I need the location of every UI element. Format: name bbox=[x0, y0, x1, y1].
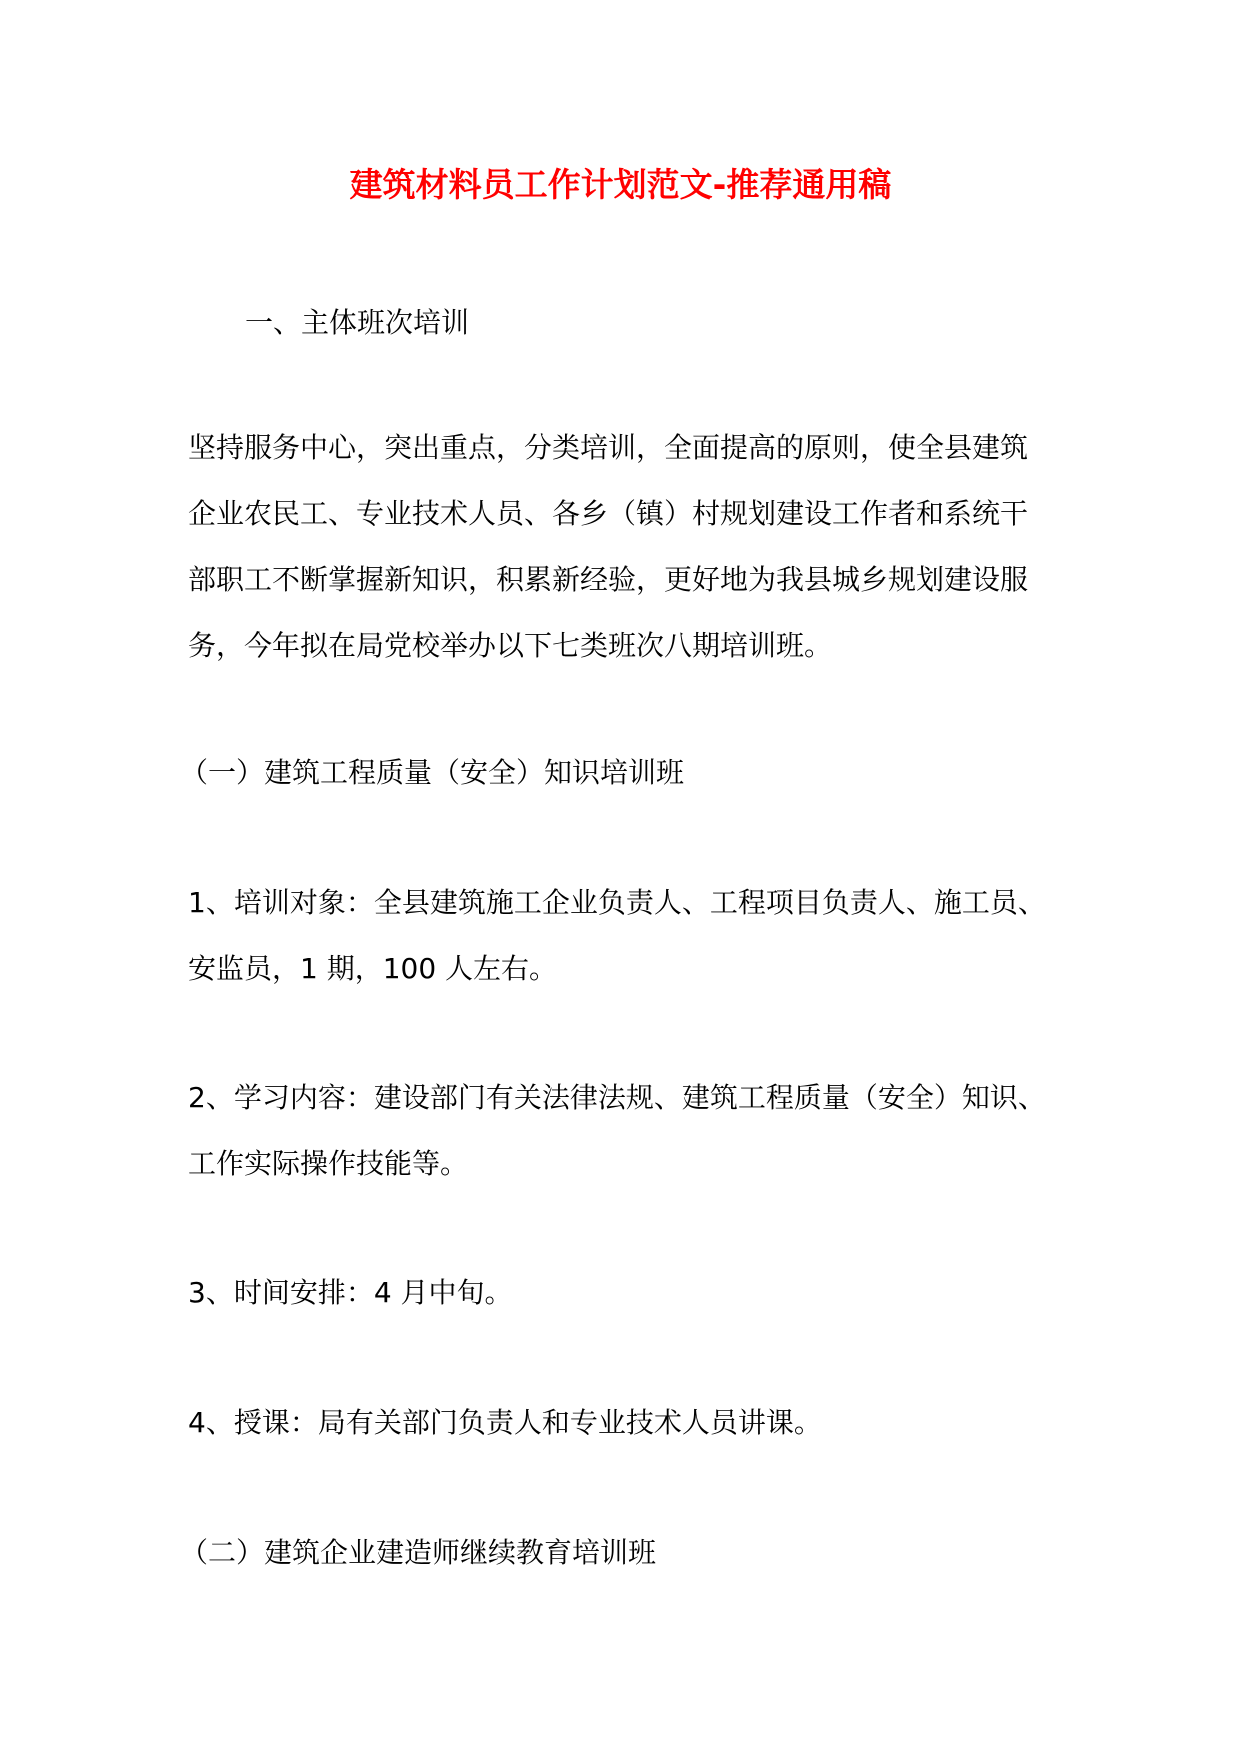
list-item-training-target bbox=[188, 870, 1088, 1002]
section-heading-main-training: 一、主体班次培训 bbox=[245, 306, 470, 339]
list-item-line: 2、学习内容：建设部门有关法律法规、建筑工程质量（安全）知识、 bbox=[188, 1081, 1046, 1114]
list-item-learning-content bbox=[188, 1065, 1088, 1197]
intro-line: 企业农民工、专业技术人员、各乡（镇）村规划建设工作者和系统干 bbox=[188, 497, 1029, 530]
list-item-line: 工作实际操作技能等。 bbox=[188, 1147, 469, 1180]
subsection-heading-constructor-education: （二）建筑企业建造师继续教育培训班 bbox=[180, 1536, 657, 1569]
list-item-lecturers: 4、授课：局有关部门负责人和专业技术人员讲课。 bbox=[188, 1406, 822, 1439]
list-item-schedule: 3、时间安排：4 月中旬。 bbox=[188, 1276, 513, 1309]
document-title: 建筑材料员工作计划范文-推荐通用稿 bbox=[349, 165, 892, 204]
intro-line: 坚持服务中心，突出重点，分类培训，全面提高的原则，使全县建筑 bbox=[188, 431, 1029, 464]
intro-line: 务，今年拟在局党校举办以下七类班次八期培训班。 bbox=[188, 629, 833, 662]
intro-line: 部职工不断掌握新知识，积累新经验，更好地为我县城乡规划建设服 bbox=[188, 563, 1029, 596]
intro-paragraph bbox=[188, 415, 1088, 679]
subsection-heading-quality-safety: （一）建筑工程质量（安全）知识培训班 bbox=[180, 756, 685, 789]
list-item-line: 1、培训对象：全县建筑施工企业负责人、工程项目负责人、施工员、 bbox=[188, 886, 1046, 919]
list-item-line: 安监员，1 期，100 人左右。 bbox=[188, 952, 558, 985]
